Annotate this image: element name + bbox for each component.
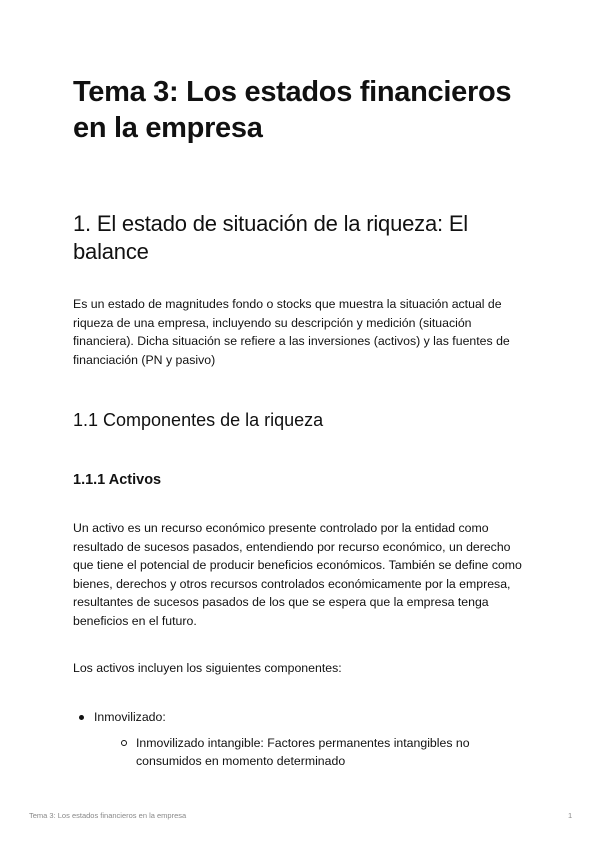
list-item [73,708,528,771]
footer-title: Tema 3: Los estados financieros en la empresa [29,811,187,820]
sub-list-item-label: Inmovilizado intangible: Factores permanentes intangibles no consumidos en momento determinado [136,735,470,769]
sub-list [94,734,475,771]
subsubsection-heading-activos: 1.1.1 Activos [73,472,162,488]
document-title: Tema 3: Los estados financieros en la empresa [73,76,512,144]
subsection-heading-componentes: 1.1 Componentes de la riqueza [73,410,324,430]
activos-components-list [73,708,528,771]
bullet-circle-icon [121,740,127,746]
list-item-label: Inmovilizado: [94,710,166,724]
footer-page-number: 1 [568,811,573,820]
section-heading-balance: 1. El estado de situación de la riqueza: El balance [73,211,468,264]
activos-definition-paragraph: Un activo es un recurso económico presente controlado por la entidad como resultado de sucesos pasados, entendiendo por recurso económico, un derecho que tiene el potencial de producir beneficios económicos. También se define como bienes, derechos y otros recursos controlados económicamente por la empresa, resultantes de sucesos pasados de los que se espera que la empresa tenga beneficios en el futuro. [73,521,522,628]
activos-components-intro: Los activos incluyen los siguientes componentes: [73,661,342,675]
sub-list-item [115,734,475,771]
section-paragraph-balance: Es un estado de magnitudes fondo o stocks que muestra la situación actual de riqueza de una empresa, incluyendo su descripción y medición (situación financiera). Dicha situación se refiere a las inversiones (activos) y las fuentes de financiación (PN y pasivo) [73,297,510,367]
bullet-disc-icon [79,715,84,720]
